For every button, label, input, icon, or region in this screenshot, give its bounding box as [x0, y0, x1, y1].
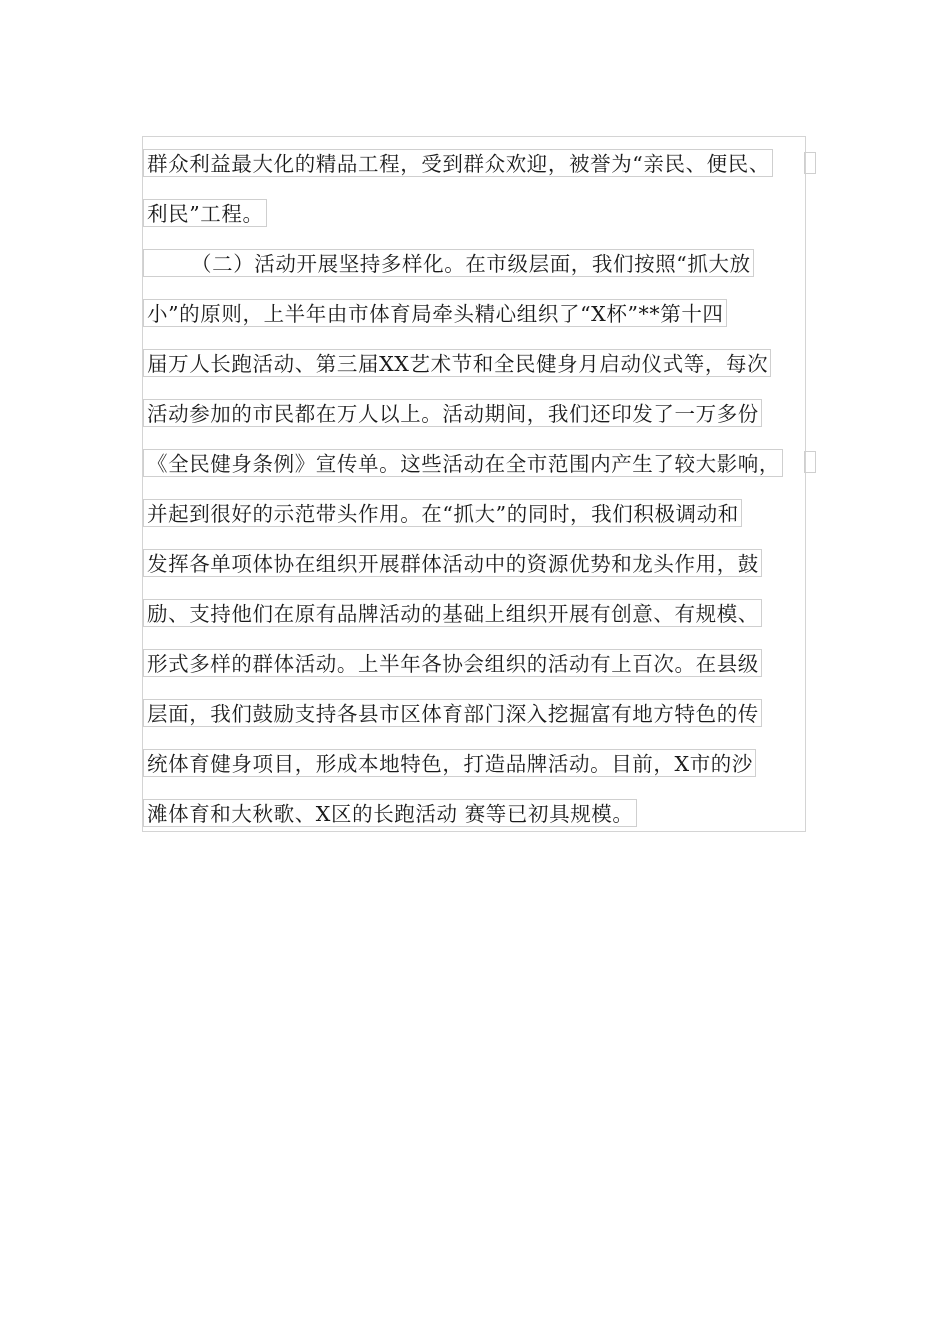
text-line-6: 活动参加的市民都在万人以上。活动期间，我们还印发了一万多份: [143, 399, 762, 427]
text-line-10: 励、支持他们在原有品牌活动的基础上组织开展有创意、有规模、: [143, 599, 762, 627]
text-line-1: 群众利益最大化的精品工程，受到群众欢迎，被誉为“亲民、便民、: [143, 149, 773, 177]
text-line-4: 小”的原则，上半年由市体育局牵头精心组织了“X杯”**第十四: [143, 299, 727, 327]
text-line-14: 滩体育和大秋歌、X区的长跑活动 赛等已初具规模。: [143, 799, 637, 827]
text-line-12: 层面，我们鼓励支持各县市区体育部门深入挖掘富有地方特色的传: [143, 699, 762, 727]
text-line-2: 利民”工程。: [143, 199, 267, 227]
text-line-7: 《全民健身条例》宣传单。这些活动在全市范围内产生了较大影响，: [143, 449, 783, 477]
text-line-3: （二）活动开展坚持多样化。在市级层面，我们按照“抓大放: [143, 249, 754, 277]
text-line-13: 统体育健身项目，形成本地特色，打造品牌活动。目前，X市的沙: [143, 749, 756, 777]
text-line-9: 发挥各单项体协在组织开展群体活动中的资源优势和龙头作用，鼓: [143, 549, 762, 577]
line-overflow-box: [804, 152, 816, 174]
text-line-11: 形式多样的群体活动。上半年各协会组织的活动有上百次。在县级: [143, 649, 762, 677]
line-overflow-box: [804, 451, 816, 473]
text-line-8: 并起到很好的示范带头作用。在“抓大”的同时，我们积极调动和: [143, 499, 742, 527]
text-line-5: 届万人长跑活动、第三届XX艺术节和全民健身月启动仪式等，每次: [143, 349, 771, 377]
